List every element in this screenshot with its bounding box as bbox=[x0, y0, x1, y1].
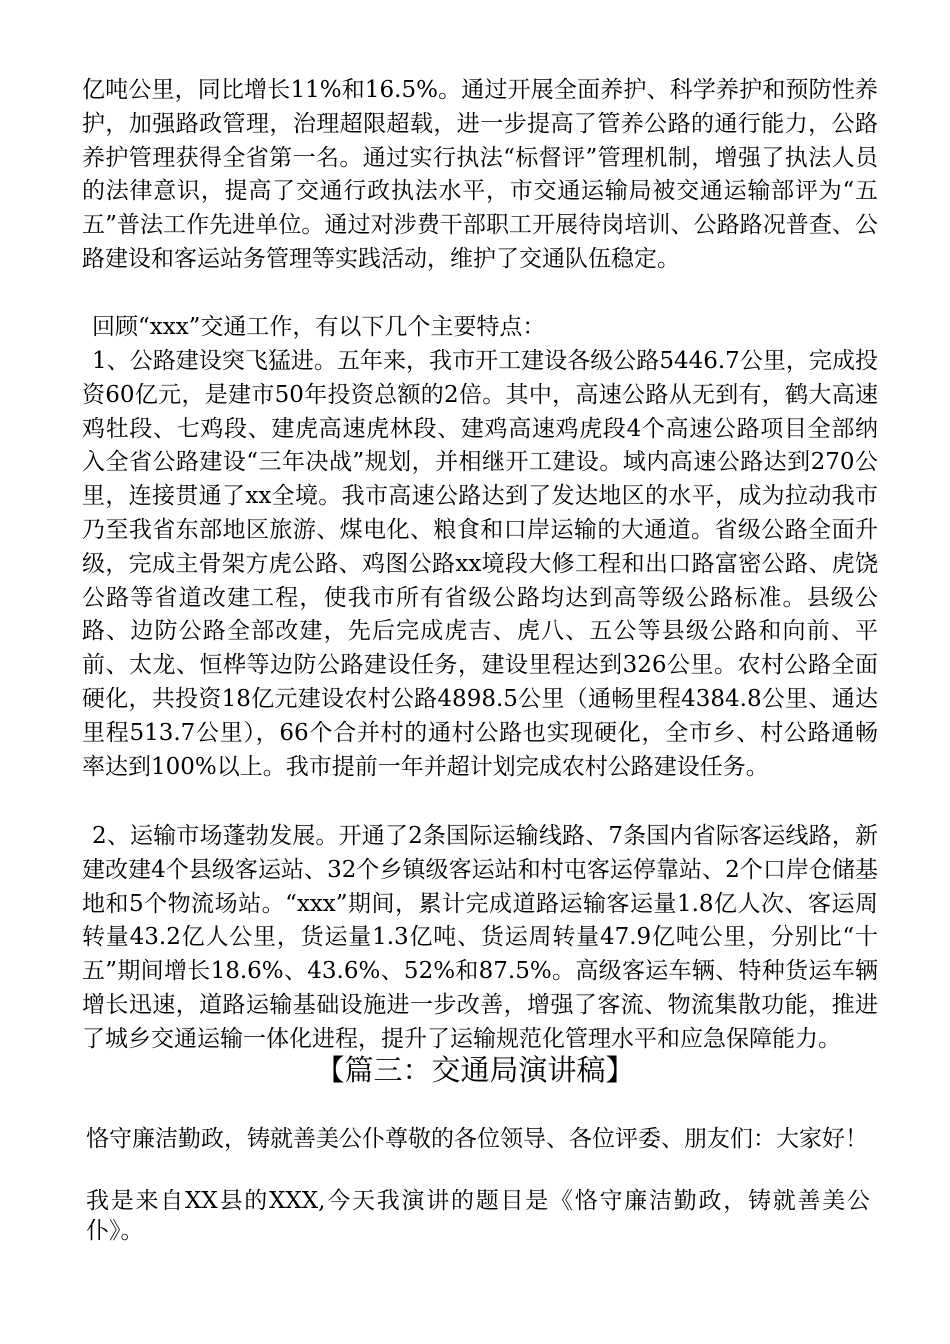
speech-introduction: 我是来自XX县的XXX,今天我演讲的题目是《恪守廉洁勤政，铸就善美公仆》。 bbox=[86, 1188, 870, 1244]
paragraph-review-intro: 回顾“xxx”交通工作，有以下几个主要特点： bbox=[92, 314, 546, 340]
speech-greeting: 恪守廉洁勤政，铸就善美公仆尊敬的各位领导、各位评委、朋友们：大家好！ bbox=[86, 1126, 868, 1152]
paragraph-highway-construction: 1、公路建设突飞猛进。五年来，我市开工建设各级公路5446.7公里，完成投资60亿元，是建市50年投资总额的2倍。其中，高速公路从无到有，鹤大高速鸡牡段、七鸡段、建虎高速虎林段、建鸡高速鸡虎段4个高速公路项目全部纳入全省公路建设“三年决战”规划，并相继开工建设。域内高速公路达到270公里，连接贯通了xx全境。我市高速公路达到了发达地区的水平，成为拉动我市乃至我省东部地区旅游、煤电化、粮食和口岸运输的大通道。省级公路全面升级，完成主骨架方虎公路、鸡图公路xx境段大修工程和出口路富密公路、虎饶公路等省道改建工程，使我市所有省级公路均达到高等级公路标准。县级公路、边防公路全部改建，先后完成虎吉、虎八、五公等县级公路和向前、平前、太龙、恒桦等边防公路建设任务，建设里程达到326公里。农村公路全面硬化，共投资18亿元建设农村公路4898.5公里（通畅里程4384.8公里、通达里程513.7公里），66个合并村的通村公路也实现硬化，全市乡、村公路通畅率达到100%以上。我市提前一年并超计划完成农村公路建设任务。 bbox=[82, 348, 878, 780]
section-heading: 【篇三：交通局演讲稿】 bbox=[315, 1053, 635, 1087]
paragraph-transport-market: 2、运输市场蓬勃发展。开通了2条国际运输线路、7条国内省际客运线路，新建改建4个县级客运站、32个乡镇级客运站和村屯客运停靠站、2个口岸仓储基地和5个物流场站。“xxx”期间，累计完成道路运输客运量1.8亿人次、客运周转量43.2亿人公里，货运量1.3亿吨、货运周转量47.9亿吨公里，分别比“十五”期间增长18.6%、43.6%、52%和87.5%。高级客运车辆、特种货运车辆增长迅速，道路运输基础设施进一步改善，增强了客流、物流集散功能，推进了城乡交通运输一体化进程，提升了运输规范化管理水平和应急保障能力。 bbox=[82, 823, 878, 1052]
paragraph-maintenance: 亿吨公里，同比增长11%和16.5%。通过开展全面养护、科学养护和预防性养护，加强路政管理，治理超限超载，进一步提高了管养公路的通行能力，公路养护管理获得全省第一名。通过实行执法“标督评”管理机制，增强了执法人员的法律意识，提高了交通行政执法水平，市交通运输局被交通运输部评为“五五”普法工作先进单位。通过对涉费干部职工开展待岗培训、公路路况普查、公路建设和客运站务管理等实践活动，维护了交通队伍稳定。 bbox=[82, 77, 878, 272]
